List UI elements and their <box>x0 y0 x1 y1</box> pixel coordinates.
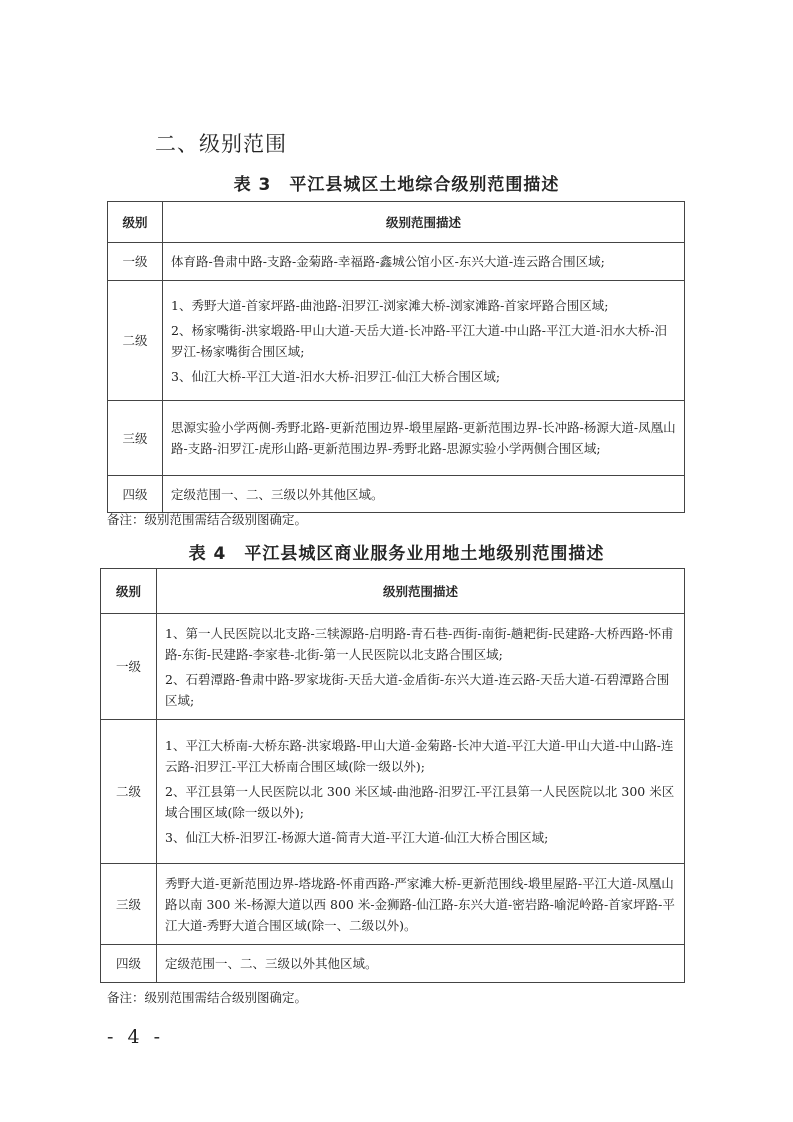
column-header-description: 级别范围描述 <box>157 569 685 614</box>
level-cell: 四级 <box>108 476 163 513</box>
page-number: - 4 - <box>107 1026 165 1048</box>
description-text: 1、秀野大道-首家坪路-曲池路-汨罗江-浏家滩大桥-浏家滩路-首家坪路合围区域; <box>171 297 609 313</box>
table-header-row <box>101 569 685 614</box>
level-cell: 一级 <box>101 614 157 720</box>
level-cell: 二级 <box>108 281 163 401</box>
description-text: 1、平江大桥南-大桥东路-洪家塅路-甲山大道-金菊路-长冲大道-平江大道-甲山大道-中山路-连云路-汨罗江-平江大桥南合围区域(除一级以外); <box>165 738 674 774</box>
section-title: 二、级别范围 <box>155 132 287 156</box>
column-header-description: 级别范围描述 <box>163 202 685 243</box>
column-header-level: 级别 <box>108 202 163 243</box>
level-cell: 二级 <box>101 720 157 864</box>
table4-caption: 表 4 平江县城区商业服务业用地土地级别范围描述 <box>188 544 605 564</box>
description-text: 思源实验小学两侧-秀野北路-更新范围边界-塅里屋路-更新范围边界-长冲路-杨源大道-凤凰山路-支路-汨罗江-虎形山路-更新范围边界-秀野北路-思源实验小学两侧合围区域; <box>171 420 676 456</box>
level-cell: 三级 <box>108 401 163 476</box>
table3-caption: 表 3 平江县城区土地综合级别范围描述 <box>233 175 560 195</box>
table3-note: 备注：级别范围需结合级别图确定。 <box>107 512 308 527</box>
table3 <box>107 201 685 513</box>
description-cell <box>157 720 685 864</box>
level-cell: 三级 <box>101 864 157 945</box>
description-text: 3、仙江大桥-汨罗江-杨源大道-简青大道-平江大道-仙江大桥合围区域; <box>165 830 549 845</box>
description-cell <box>157 945 685 983</box>
level-cell: 一级 <box>108 243 163 281</box>
table-row <box>101 945 685 983</box>
description-cell <box>157 864 685 945</box>
description-cell <box>163 281 685 401</box>
description-cell <box>157 614 685 720</box>
description-text: 1、第一人民医院以北支路-三犊源路-启明路-青石巷-西街-南街-趟耙街-民建路-大桥西路-怀甫路-东街-民建路-李家巷-北街-第一人民医院以北支路合围区域; <box>165 625 674 662</box>
description-text: 秀野大道-更新范围边界-塔垅路-怀甫西路-严家滩大桥-更新范围线-塅里屋路-平江大道-凤凰山路以南 300 米-杨源大道以西 800 米-金狮路-仙江路-东兴大道-密岩路-喻泥岭路-首家坪路-平江大道-秀野大道合围区域(除一、二级以外)。 <box>165 875 675 933</box>
description-cell <box>163 401 685 476</box>
description-text: 定级范围一、二、三级以外其他区域。 <box>171 486 384 502</box>
description-text: 2、石碧潭路-鲁肃中路-罗家垅街-天岳大道-金盾街-东兴大道-连云路-天岳大道-石碧潭路合围区域; <box>165 671 670 708</box>
description-text: 2、杨家嘴街-洪家塅路-甲山大道-天岳大道-长冲路-平江大道-中山路-平江大道-汨水大桥-汨罗江-杨家嘴街合围区域; <box>171 322 667 359</box>
table4 <box>100 568 685 983</box>
table4-note: 备注：级别范围需结合级别图确定。 <box>107 990 308 1005</box>
description-text: 3、仙江大桥-平江大道-汨水大桥-汨罗江-仙江大桥合围区域; <box>171 368 501 384</box>
column-header-level: 级别 <box>101 569 157 614</box>
table-header-row <box>108 202 685 243</box>
table-row <box>108 401 685 476</box>
table-row <box>101 864 685 945</box>
description-text: 体育路-鲁肃中路-支路-金菊路-幸福路-鑫城公馆小区-东兴大道-连云路合围区域; <box>171 254 605 269</box>
table-row <box>101 614 685 720</box>
description-cell <box>163 243 685 281</box>
description-text: 2、平江县第一人民医院以北 300 米区域-曲池路-汨罗江-平江县第一人民医院以北 300 米区域合围区域(除一级以外); <box>165 784 675 820</box>
description-cell <box>163 476 685 513</box>
table-row <box>108 243 685 281</box>
description-text: 定级范围一、二、三级以外其他区域。 <box>165 956 378 971</box>
table-row <box>101 720 685 864</box>
level-cell: 四级 <box>101 945 157 983</box>
table-row <box>108 476 685 513</box>
table-row <box>108 281 685 401</box>
